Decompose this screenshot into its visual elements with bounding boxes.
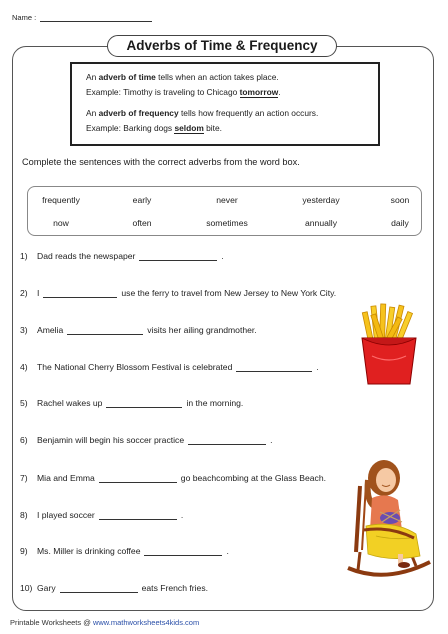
name-row	[12, 12, 152, 22]
definition-box	[70, 62, 380, 146]
time-term: adverb of time	[98, 72, 156, 82]
question-9: 9) Ms. Miller is drinking coffee .	[20, 546, 229, 556]
frequency-example: Example: Barking dogs seldom bite.	[86, 123, 222, 133]
frequency-definition: An adverb of frequency tells how frequently an action occurs.	[86, 108, 319, 118]
answer-blank-6[interactable]	[188, 436, 266, 445]
woman-rocking-chair-icon	[346, 456, 432, 586]
time-example: Example: Timothy is traveling to Chicago tomorrow.	[86, 87, 281, 97]
question-10: 10) Gary eats French fries.	[20, 583, 209, 593]
answer-blank-10[interactable]	[60, 584, 138, 593]
answer-blank-5[interactable]	[106, 399, 182, 408]
name-field[interactable]	[40, 12, 152, 22]
question-5: 5) Rachel wakes up in the morning.	[20, 398, 244, 408]
question-6: 6) Benjamin will begin his soccer practice .	[20, 435, 273, 445]
worksheet-title: Adverbs of Time & Frequency	[107, 35, 337, 57]
answer-blank-2[interactable]	[43, 289, 117, 298]
time-definition: An adverb of time tells when an action takes place.	[86, 72, 279, 82]
word-item: yesterday	[302, 195, 340, 205]
time-example-word: tomorrow	[239, 87, 279, 97]
word-box	[27, 186, 422, 236]
frequency-term: adverb of frequency	[98, 108, 179, 118]
word-item: sometimes	[206, 218, 248, 228]
question-4: 4) The National Cherry Blossom Festival is celebrated .	[20, 362, 319, 372]
question-2: 2) I use the ferry to travel from New Jersey to New York City.	[20, 288, 337, 298]
answer-blank-1[interactable]	[139, 252, 217, 261]
question-8: 8) I played soccer .	[20, 510, 184, 520]
question-1: 1) Dad reads the newspaper .	[20, 251, 224, 261]
word-item: daily	[391, 218, 409, 228]
word-item: annually	[304, 218, 338, 228]
word-item: early	[132, 195, 152, 205]
name-label: Name :	[12, 13, 37, 22]
answer-blank-4[interactable]	[236, 363, 312, 372]
question-7: 7) Mia and Emma go beachcombing at the Glass Beach.	[20, 473, 327, 483]
answer-blank-8[interactable]	[99, 511, 177, 520]
answer-blank-3[interactable]	[67, 326, 143, 335]
word-item: soon	[390, 195, 410, 205]
word-item: frequently	[42, 195, 80, 205]
footer-link[interactable]: www.mathworksheets4kids.com	[92, 618, 200, 627]
french-fries-icon	[354, 302, 424, 386]
instructions: Complete the sentences with the correct adverbs from the word box.	[22, 157, 300, 167]
footer: Printable Worksheets @ www.mathworksheets4kids.com	[10, 618, 200, 627]
word-item: often	[132, 218, 152, 228]
word-item: now	[53, 218, 69, 228]
frequency-example-word: seldom	[174, 123, 204, 133]
word-item: never	[216, 195, 238, 205]
answer-blank-7[interactable]	[99, 474, 177, 483]
question-3: 3) Amelia visits her ailing grandmother.	[20, 325, 257, 335]
answer-blank-9[interactable]	[144, 547, 222, 556]
